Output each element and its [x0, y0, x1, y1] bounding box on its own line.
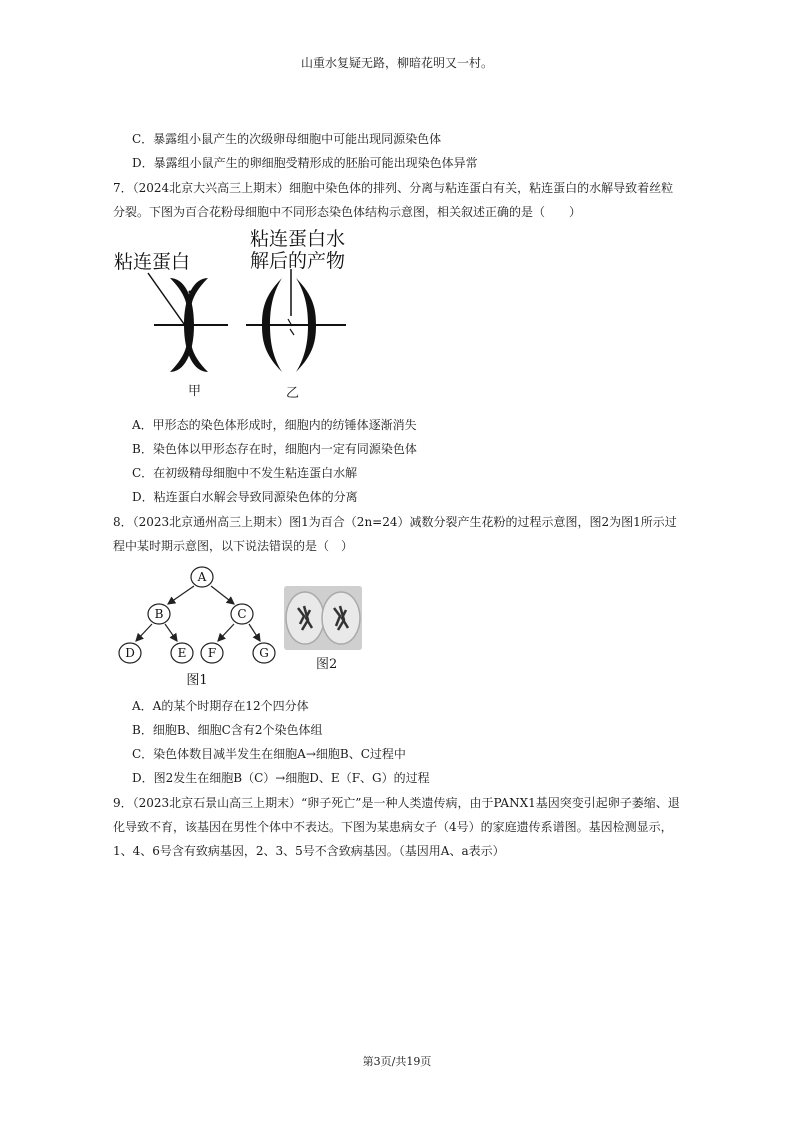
caption-jia: 甲 — [188, 384, 202, 399]
tree-node-b-label: B — [154, 607, 164, 621]
q8-option-a: A．A的某个时期存在12个四分体 — [132, 699, 309, 713]
q7-stem-line1: 7．（2024北京大兴高三上期末）细胞中染色体的排列、分离与粘连蛋白有关，粘连蛋白的水解导致着丝粒 — [113, 181, 674, 195]
q7-option-d: D．粘连蛋白水解会导致同源染色体的分离 — [132, 490, 358, 504]
tree-node-c-label: C — [237, 607, 247, 621]
tree-node-g-label: G — [259, 646, 269, 660]
tree-node-f-label: F — [207, 646, 217, 660]
q8-option-d: D．图2发生在细胞B（C）→细胞D、E（F、G）的过程 — [132, 771, 430, 785]
q6-option-c: C．暴露组小鼠产生的次级卵母细胞中可能出现同源染色体 — [132, 132, 442, 146]
chromosome-diagram — [110, 226, 360, 406]
hydrolysis-label-line2: 解后的产物 — [250, 250, 346, 272]
page-footer: 第3页/共19页 — [362, 1055, 432, 1068]
figure2-caption: 图2 — [316, 657, 338, 672]
q8-stem-line2: 程中某时期示意图，以下说法错误的是（ ） — [113, 539, 354, 553]
q9-line1: 9．（2023北京石景山高三上期末）“卵子死亡”是一种人类遗传病，由于PANX1基因突变引起卵子萎缩、退 — [113, 796, 680, 810]
micrograph-cells — [284, 586, 362, 650]
tree-node-e-label: E — [177, 646, 187, 660]
q8-stem-line1: 8．（2023北京通州高三上期末）图1为百合（2n=24）减数分裂产生花粉的过程示意图，图2为图1所示过 — [113, 515, 677, 529]
figure2-micrograph — [284, 586, 362, 650]
page-header-motto: 山重水复疑无路，柳暗花明又一村。 — [300, 56, 493, 70]
q7-option-b: B．染色体以甲形态存在时，细胞内一定有同源染色体 — [132, 442, 417, 456]
q8-tree-diagram — [110, 560, 282, 690]
figure1-caption: 图1 — [186, 673, 208, 688]
q9-line3: 1、4、6号含有致病基因，2、3、5号不含致病基因。（基因用A、a表示） — [113, 844, 505, 858]
q6-option-d: D．暴露组小鼠产生的卵细胞受精形成的胚胎可能出现染色体异常 — [132, 156, 478, 170]
hydrolysis-label-line1: 粘连蛋白水 — [250, 228, 346, 250]
q8-option-c: C．染色体数目减半发生在细胞A→细胞B、C过程中 — [132, 747, 406, 761]
q7-stem-line2: 分裂。下图为百合花粉母细胞中不同形态染色体结构示意图，相关叙述正确的是（ ） — [113, 205, 582, 219]
caption-yi: 乙 — [286, 386, 300, 401]
q8-option-b: B．细胞B、细胞C含有2个染色体组 — [132, 723, 323, 737]
tree-node-a-label: A — [197, 570, 207, 584]
tree-node-d-label: D — [125, 646, 135, 660]
cohesin-label: 粘连蛋白 — [114, 251, 191, 273]
q7-option-c: C．在初级精母细胞中不发生粘连蛋白水解 — [132, 466, 358, 480]
q7-option-a: A．甲形态的染色体形成时，细胞内的纺锤体逐渐消失 — [132, 418, 417, 432]
q9-line2: 化导致不育，该基因在男性个体中不表达。下图为某患病女子（4号）的家庭遗传系谱图。基因检测显示， — [113, 820, 673, 834]
q7-chromosome-figure — [110, 226, 360, 406]
